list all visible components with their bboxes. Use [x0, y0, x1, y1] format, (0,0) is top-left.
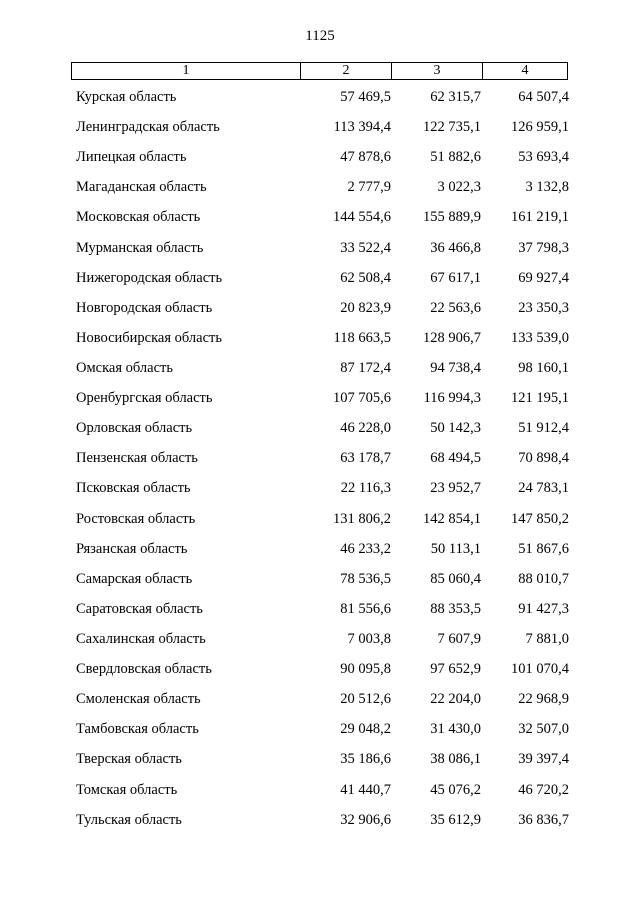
table-row — [0, 237, 640, 267]
value-col-4: 147 850,2 — [511, 510, 569, 527]
region-name: Ленинградская область — [76, 119, 220, 136]
value-col-2: 47 878,6 — [340, 149, 391, 166]
region-name: Курская область — [76, 89, 177, 105]
value-col-3: 51 882,6 — [430, 149, 481, 166]
region-name: Новосибирская область — [76, 329, 222, 346]
value-col-2: 20 512,6 — [340, 691, 391, 708]
header-col-3: 3 — [392, 63, 483, 79]
value-col-4: 23 350,3 — [518, 299, 569, 316]
table-row — [0, 447, 640, 477]
value-col-2: 62 508,4 — [340, 269, 391, 286]
value-col-4: 51 867,6 — [518, 540, 569, 557]
value-col-4: 3 132,8 — [525, 179, 569, 196]
value-col-4: 133 539,0 — [511, 329, 569, 346]
value-col-2: 81 556,6 — [340, 600, 391, 617]
value-col-3: 62 315,7 — [430, 89, 481, 105]
value-col-4: 161 219,1 — [511, 209, 569, 226]
table-row — [0, 538, 640, 568]
value-col-3: 23 952,7 — [430, 480, 481, 497]
value-col-2: 57 469,5 — [340, 89, 391, 105]
value-col-4: 121 195,1 — [511, 390, 569, 407]
table-row — [0, 779, 640, 809]
value-col-3: 50 142,3 — [430, 420, 481, 437]
value-col-2: 144 554,6 — [333, 209, 391, 226]
value-col-2: 46 233,2 — [340, 540, 391, 557]
region-name: Самарская область — [76, 570, 193, 587]
region-name: Смоленская область — [76, 691, 201, 708]
value-col-2: 131 806,2 — [333, 510, 391, 527]
value-col-3: 94 738,4 — [430, 359, 481, 376]
value-col-3: 97 652,9 — [430, 661, 481, 678]
value-col-2: 33 522,4 — [340, 239, 391, 256]
value-col-4: 51 912,4 — [518, 420, 569, 437]
value-col-4: 37 798,3 — [518, 239, 569, 256]
region-name: Тульская область — [76, 811, 182, 828]
region-name: Томская область — [76, 781, 178, 798]
region-name: Новгородская область — [76, 299, 213, 316]
value-col-4: 22 968,9 — [518, 691, 569, 708]
table-row — [0, 206, 640, 236]
table-row — [0, 146, 640, 176]
table-row — [0, 116, 640, 146]
table-row — [0, 598, 640, 628]
region-name: Ростовская область — [76, 510, 196, 527]
value-col-2: 107 705,6 — [333, 390, 391, 407]
value-col-3: 31 430,0 — [430, 721, 481, 738]
region-name: Нижегородская область — [76, 269, 223, 286]
value-col-2: 63 178,7 — [340, 450, 391, 467]
value-col-3: 22 563,6 — [430, 299, 481, 316]
table-row — [0, 86, 640, 116]
table-row — [0, 508, 640, 538]
region-name: Орловская область — [76, 420, 193, 437]
value-col-2: 87 172,4 — [340, 359, 391, 376]
value-col-4: 64 507,4 — [518, 89, 569, 105]
value-col-3: 68 494,5 — [430, 450, 481, 467]
value-col-4: 36 836,7 — [518, 811, 569, 828]
value-col-3: 7 607,9 — [437, 630, 481, 647]
value-col-4: 7 881,0 — [525, 630, 569, 647]
page-number: 1125 — [305, 28, 335, 44]
header-col-1: 1 — [72, 63, 301, 79]
value-col-2: 20 823,9 — [340, 299, 391, 316]
region-name: Магаданская область — [76, 179, 207, 196]
table-row — [0, 718, 640, 748]
table-row — [0, 809, 640, 839]
value-col-4: 126 959,1 — [511, 119, 569, 136]
value-col-3: 38 086,1 — [430, 751, 481, 768]
header-col-4: 4 — [521, 63, 529, 78]
value-col-4: 69 927,4 — [518, 269, 569, 286]
value-col-4: 53 693,4 — [518, 149, 569, 166]
value-col-2: 29 048,2 — [340, 721, 391, 738]
region-name: Сахалинская область — [76, 630, 206, 647]
value-col-2: 7 003,8 — [347, 630, 391, 647]
value-col-3: 3 022,3 — [437, 179, 481, 196]
value-col-3: 22 204,0 — [430, 691, 481, 708]
value-col-2: 118 663,5 — [333, 329, 391, 346]
region-name: Пензенская область — [76, 450, 198, 467]
value-col-2: 22 116,3 — [340, 480, 391, 497]
value-col-2: 41 440,7 — [340, 781, 391, 798]
value-col-3: 88 353,5 — [430, 600, 481, 617]
region-name: Псковская область — [76, 480, 191, 497]
region-name: Саратовская область — [76, 600, 203, 617]
region-name: Тверская область — [76, 751, 182, 768]
value-col-4: 98 160,1 — [518, 359, 569, 376]
table-row — [0, 748, 640, 778]
region-name: Мурманская область — [76, 239, 204, 256]
value-col-2: 35 186,6 — [340, 751, 391, 768]
table-row — [0, 477, 640, 507]
value-col-4: 32 507,0 — [518, 721, 569, 738]
value-col-4: 91 427,3 — [518, 600, 569, 617]
value-col-4: 46 720,2 — [518, 781, 569, 798]
value-col-3: 67 617,1 — [430, 269, 481, 286]
table-row — [0, 628, 640, 658]
table-row — [0, 417, 640, 447]
value-col-2: 113 394,4 — [333, 119, 391, 136]
value-col-2: 78 536,5 — [340, 570, 391, 587]
value-col-4: 39 397,4 — [518, 751, 569, 768]
value-col-3: 36 466,8 — [430, 239, 481, 256]
value-col-2: 46 228,0 — [340, 420, 391, 437]
region-name: Тамбовская область — [76, 721, 199, 738]
value-col-3: 45 076,2 — [430, 781, 481, 798]
value-col-4: 88 010,7 — [518, 570, 569, 587]
value-col-3: 155 889,9 — [423, 209, 481, 226]
value-col-2: 90 095,8 — [340, 661, 391, 678]
value-col-3: 122 735,1 — [423, 119, 481, 136]
value-col-4: 101 070,4 — [511, 661, 569, 678]
value-col-2: 2 777,9 — [347, 179, 391, 196]
table-header — [71, 62, 568, 80]
table-row — [0, 658, 640, 688]
table-row — [0, 327, 640, 357]
table-row — [0, 267, 640, 297]
region-name: Липецкая область — [76, 149, 187, 166]
value-col-3: 35 612,9 — [430, 811, 481, 828]
header-col-2: 2 — [301, 63, 392, 79]
table-row — [0, 297, 640, 327]
region-name: Рязанская область — [76, 540, 188, 557]
region-name: Московская область — [76, 209, 201, 226]
value-col-3: 116 994,3 — [423, 390, 481, 407]
value-col-3: 50 113,1 — [430, 540, 481, 557]
table-row — [0, 176, 640, 206]
region-name: Оренбургская область — [76, 390, 213, 407]
value-col-4: 70 898,4 — [518, 450, 569, 467]
value-col-3: 142 854,1 — [423, 510, 481, 527]
table-body — [0, 86, 640, 839]
region-name: Свердловская область — [76, 661, 212, 678]
value-col-2: 32 906,6 — [340, 811, 391, 828]
table-row — [0, 387, 640, 417]
table-row — [0, 568, 640, 598]
value-col-3: 128 906,7 — [423, 329, 481, 346]
value-col-4: 24 783,1 — [518, 480, 569, 497]
region-name: Омская область — [76, 359, 173, 376]
table-row — [0, 688, 640, 718]
value-col-3: 85 060,4 — [430, 570, 481, 587]
table-row — [0, 357, 640, 387]
